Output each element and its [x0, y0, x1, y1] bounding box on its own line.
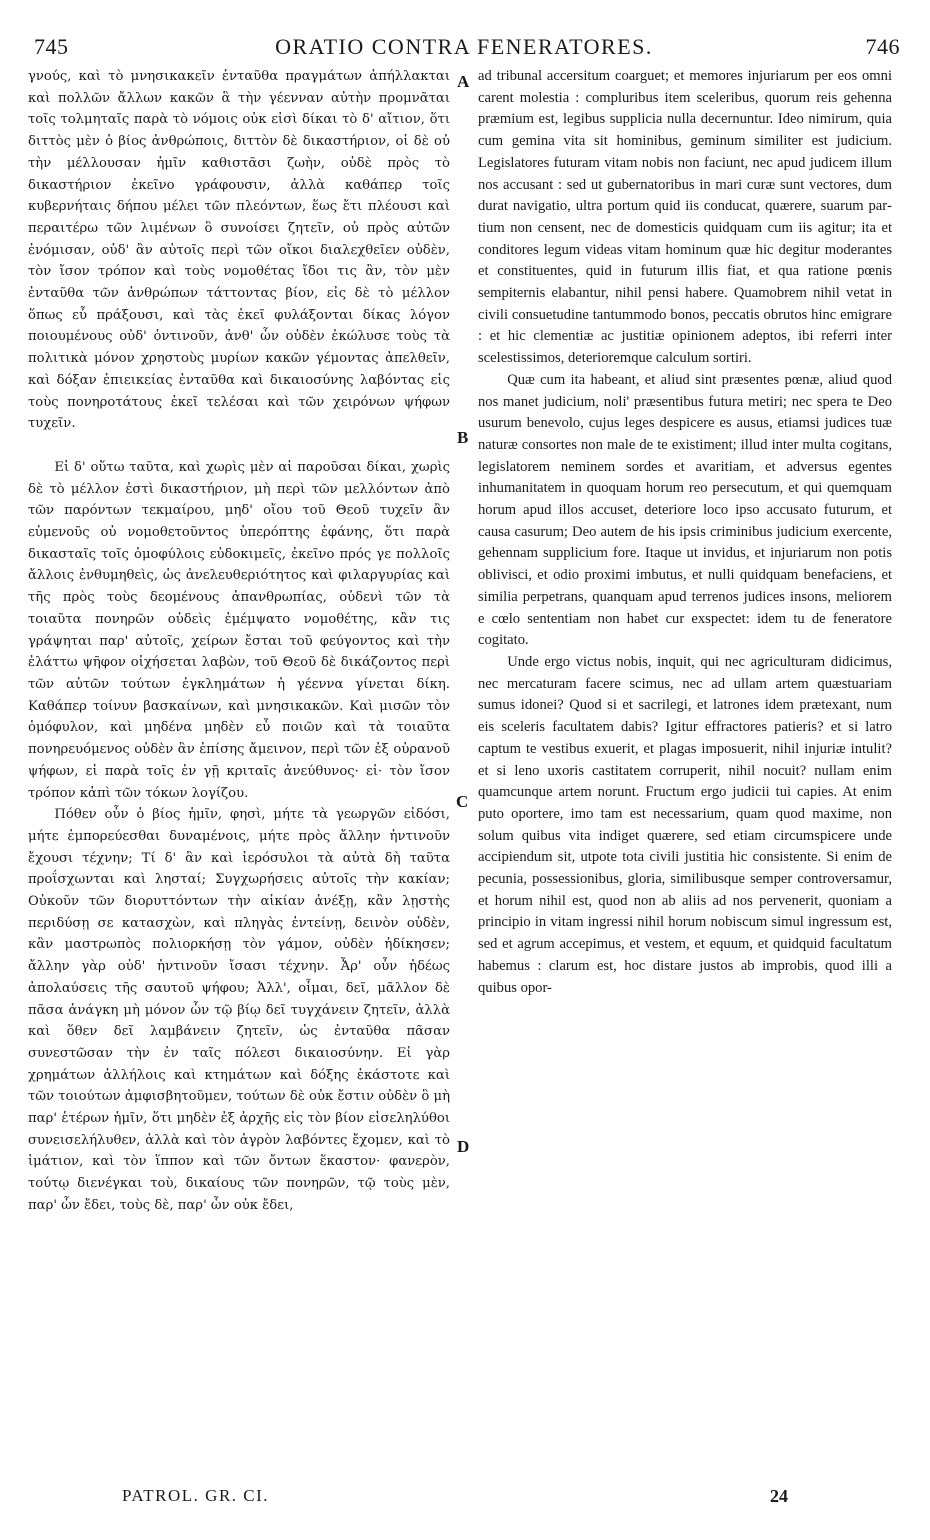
section-marker-a: A	[457, 72, 470, 91]
latin-paragraph-1: ad tribunal accersitum coarguet; et memores injuriarum per eos omni carent molestia : compluribus item sceleribus, quorum reis gehenna præmium est, legibus supplicia nulla decernuntur. Ideo nimirum, quia cum gemina vita sit hominibus, geminum similiter est judicium. Legislatores futuram vitam nobis non faciunt, nec apud judicem illum nos accusant : sed ut gubernatoribus in mari curæ sunt vectores, dum durat navigatio, ultra portum quid iis conducat, quærere, suarum partium non censent, nec de domesticis quidquam cum iis agitur; ita et conditores legum videas vitam hominum quæ hic degitur moderantes et constituentes, quid in futurum illis fiat, et qua ratione pœnis sempiternis elabantur, nihil pensi habere. Quamobrem nihil vetat in civili consuetudine tantummodo bonos, peccatis obrutos hinc emigrare : et hic clementiæ ac justitiæ opinionem adeptos, ibi referri inter scelestissimos, deterioremque calculum sortiri.	[478, 68, 892, 367]
section-marker-c: C	[456, 792, 469, 811]
section-marker-d: D	[457, 1137, 470, 1156]
greek-paragraph-3: Πόθεν οὖν ὁ βίος ἡμῖν, φησὶ, μήτε τὰ γεωργῶν εἰδόσι, μήτε ἐμπορεύεσθαι δυναμένοις, μήτε πρὸς ἄλλην ἡντινοῦν ἔχουσι τέχνην; Τί δ' ἂν καὶ ἱερόσυλοι τὰ αὐτὰ δὴ ταῦτα προΐσχωνται καὶ λησταί; Συγχωρήσεις αὐτοῖς τὴν κακίαν; Οὐκοῦν τῶν διορυττόντων τὴν αἰκίαν ἀνέξῃ, κἂν λῃστὴς περιδύσῃ σε κατασχὼν, καὶ πληγὰς ἐντείνῃ, δεινὸν οὐδὲν, κἂν μαστρωπὸς πολιορκήσῃ τὸν γάμον, οὐδὲν ἠδίκησεν; ἄλλην γὰρ οὐδ' ἡντινοῦν ἴσασι τέχνην. Ἆρ' οὖν ἡδέως ἀπολαύσεις τῆς σαυτοῦ ψήφου; Ἀλλ', οἶμαι, δεῖ, μᾶλλον δὲ πᾶσα ἀνάγκη μὴ μόνον ὧν τῷ βίῳ δεῖ τυγχάνειν ζητεῖν, ἀλλὰ καὶ ὅθεν δεῖ λαμβάνειν ζητεῖν, ὡς ἐνταῦθα πᾶσαν συνεστῶσαν τὴν ἐν ταῖς πόλεσι δικαιοσύνην. Εἰ γὰρ χρημάτων ἀλλήλοις καὶ κτημάτων καὶ δόξης ἑκάστοτε καὶ τῶν τοιούτων ἀμφισβητοῦμεν, τούτων δὲ οὐκ ἔστιν οὐδὲν ὃ μὴ παρ' ἑτέρων ἡμῖν, ὅτι μηδὲν ἐξ ἀρχῆς εἰς τὸν βίον εἰσεληλύθοι συνεισελήλυθεν, ἀλλὰ καὶ τὸν ἀγρὸν λαβόντες ἔχομεν, καὶ τὸ ἱμάτιον, καὶ τὸν ἵππον καὶ τῶν ὄντων ἕκαστον· φανερὸν, τούτῳ διενέγκαι τοὺ, δικαίους τῶν πονηρῶν, τῷ τοὺς μὲν, παρ' ὧν ἔδει, τοὺς δὲ, παρ' ὧν οὐκ ἔδει,	[28, 807, 450, 1213]
page-number-right: 746	[865, 34, 900, 59]
page-footer	[0, 1486, 930, 1516]
latin-paragraph-3: Unde ergo victus nobis, inquit, qui nec agriculturam didicimus, nec mercaturam facere scimus, nec ad ullam artem quæstuariam sumus idonei? Quod si et sacrilegi, et latrones idem prætexant, num eis sceleris facultatem dabis? Igitur effractores patieris? et si latro captum te vestibus exuerit, et plagas imposuerit, nihil injuriæ intulit? et si leno uxoris castitatem corruperit, nihil nocuit? nullam enim quamcunque artem norunt. Fructum ergo judicii tui capies. At enim puto oportere, imo tam est necessarium, quam quod maxime, non solum quibus vita indiget quærere, sed etiam circumspicere unde accipiendum sit, utpote tota civili justitia hic consistente. Si enim de pecunia, possessionibus, gloria, similibusque semper controversamur, et horum nihil est, quod non ab aliis ad nos pervenerit, quoniam a principio in vitam ingressi nihil horum nobiscum simul ingressum est, sed et agrum accepimus, et vestem, et equum, et quidquid facultatum habemus : clarum est, hoc distare justos ab improbis, quod illi a quibus opor-	[478, 653, 892, 996]
latin-column	[478, 66, 892, 999]
greek-column	[28, 66, 450, 1217]
running-title: ORATIO CONTRA FENERATORES.	[275, 34, 653, 59]
greek-paragraph-1: γνούς, καὶ τὸ μνησικακεῖν ἐνταῦθα πραγμάτων ἀπήλλακται καὶ πολλῶν ἄλλων κακῶν ἃ τὴν γέενναν αὐτὴν προμνᾶται τοῖς τολμηταῖς παρὰ τὸ νόμοις οὐκ εἰσὶ δίκαι τὸ δ' αἴτιον, ὅτι διττὸς μὲν ὁ βίος ἀνθρώποις, διττὸν δὲ δικαστήριον, οἱ δὲ οὐ τὴν μέλλουσαν ἡμῖν καθιστᾶσι ζωὴν, οὐδὲ πρὸς τὸ δικαστήριον ἐκεῖνο γράφουσιν, ἀλλὰ καθάπερ τοῖς κυβερνήταις δήπου μέλει τῶν πλεόντων, ἕως ἔτι πλέουσι καὶ περαιτέρω τῶν λιμένων ὃ συνοίσει ζητεῖν, οὐ πρὸς αὐτῶν ἐνόμισαν, οὐδ' ἂν αὐτοῖς περὶ τῶν οἴκοι διαλεχθεῖεν οὐδὲν, τὸν ἴσον τρόπον καὶ τοὺς νομοθέτας ἴδοι τις ἂν, τὸν μὲν ἐνταῦθα τῶν ἀνθρώπων τάττοντας βίον, εἰς δὲ τὸ μέλλον ὅπως εὖ πράξουσι, καὶ τὰς ἐκεῖ φυλάξονται δίκας λόγον ποιουμένους οὐδ' ὀντινοῦν, ἀνθ' ὧν οὐδὲν ἐκώλυσε τοὺς τὰ πολιτικὰ μόνον χρηστοὺς μυρίων κακῶν γέμοντας ἀπελθεῖν, καὶ δόξαν ἐπιεικείας ἐνταῦθα καὶ δικαιοσύνης λαβόντας εἰς τοὺς πονηροτάτους ἐκεῖ τελέσαι καὶ τῶν χειρόνων ψήφων τυχεῖν.	[28, 69, 450, 432]
footer-sheet-number: 24	[770, 1486, 788, 1506]
section-marker-b: B	[457, 428, 469, 447]
footer-signature: PATROL. GR. CI.	[122, 1486, 270, 1505]
latin-paragraph-2: Quæ cum ita habeant, et aliud sint præsentes pœnæ, aliud quod nos manet judicium, noli' præsentibus futura metiri; nec spera te Deo usurum benevolo, cujus leges despicere es ausus, etiamsi judices tuæ naturæ consortes non male de te existiment; illud inter multa cogitans, legislatorem neminem sordes et avaritiam, et adversus egentes inhumanitatem in quoquam horum reo persecutum, et qui quemquam horum apud illos accuset, deteriore loco ipso accusato futurum, et causa casurum; Deo autem de his ipsis criminibus judicium exercente, gehennam supplicium fore. Itaque ut invidus, et injuriarum non potis oblivisci, et odio proximi imbutus, et nulli quidquam benefaciens, et similia perpetrans, quanquam apud terrenos judices insons, meliorem e cœlo sententiam non habet cur exspectet: idem tu de feneratore cogitato.	[478, 371, 892, 649]
page-header	[28, 34, 900, 64]
greek-paragraph-2: Εἰ δ' οὕτω ταῦτα, καὶ χωρὶς μὲν αἱ παροῦσαι δίκαι, χωρὶς δὲ τὸ μέλλον ἐστὶ δικαστήριον, μὴ περὶ τῶν μελλόντων ἀπὸ τῶν παρόντων τεκμαίρου, μηδ' οἴου τοῦ Θεοῦ τυχεῖν ἂν εὐμενοῦς οὐ νομοθετοῦντος ὑπερόπτης ἐφάνης, ὅτι παρὰ δικασταῖς τοῖς ὁμοφύλοις εὐδοκιμεῖς, ἐκεῖνο πρός γε πολλοῖς ἄλλοις ἐνθυμηθεὶς, ὡς ἀνελευθεριότητος καὶ φιλαργυρίας καὶ τῆς πρὸς τοὺς δεομένους ἀπανθρωπίας, οὐδενὶ τῶν τὰ τοιαῦτα πονηρῶν οὐδεὶς ἐμέμψατο νομοθέτης, κἂν τις γράψηται παρ' αὐτοῖς, χείρων ἔσται τοῦ φεύγοντος καὶ τὴν ἐλάττω ψῆφον οἰχήσεται λαβὼν, τοῦ Θεοῦ δὲ δικάζοντος περὶ τῶν αὐτῶν τούτων ἐγκλημάτων ἡ γέεννα γίνεται δίκη. Καθάπερ τοίνυν βασκαίνων, καὶ μνησικακῶν. Καὶ μισῶν τὸν ὁμόφυλον, καὶ μηδένα μηδὲν εὖ ποιῶν καὶ τὰ τοιαῦτα πονηρευόμενος οὐδὲν ἂν ἐπίσης ἄμεινον, περὶ τῶν ἐξ οὐρανοῦ ψήφων, εἰ παρὰ τοῖς ἐν γῇ κριταῖς ἀνεύθυνος· εἰ· τὸν ἴσον τρόπον κἀπὶ τῶν τόκων λογίζου.	[28, 459, 450, 801]
page-number-left: 745	[34, 34, 69, 59]
